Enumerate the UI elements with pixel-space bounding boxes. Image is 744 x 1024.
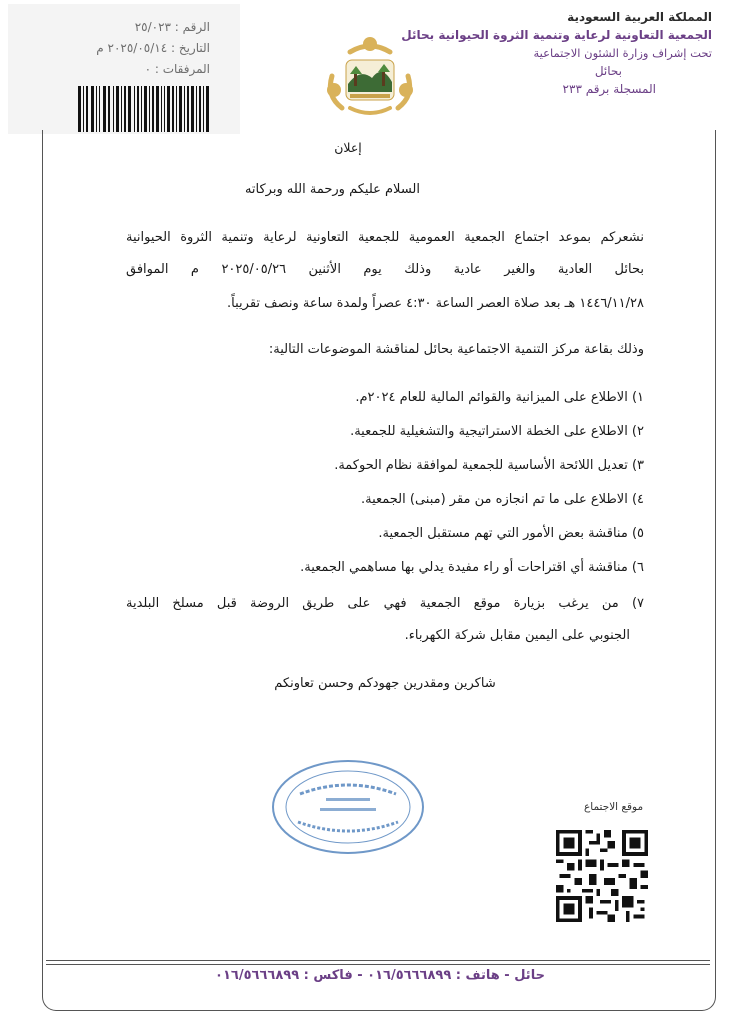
barcode bbox=[78, 86, 212, 132]
org-city: بحائل bbox=[594, 64, 622, 78]
footer-contact: حائل - هاتف : ٠١٦/٥٦٦٦٨٩٩ - فاكس : ٠١٦/٥٦٦٦٨٩٩ bbox=[215, 968, 545, 983]
qr-code[interactable] bbox=[556, 830, 648, 922]
org-registration: المسجلة برقم ٢٣٣ bbox=[562, 82, 656, 96]
agenda-item: ٧) من يرغب بزيارة موقع الجمعية فهي على طريق الروضة قبل مسلخ البلدية bbox=[126, 596, 644, 611]
organization-header bbox=[401, 8, 712, 98]
greeting: السلام عليكم ورحمة الله وبركاته bbox=[244, 182, 420, 197]
agenda-item: ٤) الاطلاع على ما تم انجازه من مقر (مبنى) الجمعية. bbox=[360, 492, 644, 507]
official-stamp bbox=[270, 758, 426, 856]
footer-divider bbox=[46, 960, 710, 961]
paragraph-line: نشعركم بموعد اجتماع الجمعية العمومية للجمعية التعاونية لرعاية وتنمية الثروة الحيوانية bbox=[126, 230, 644, 245]
org-name: الجمعية التعاونية لرعاية وتنمية الثروة الحيوانية بحائل bbox=[401, 28, 712, 42]
paragraph-line: ١٤٤٦/١١/٢٨ هـ بعد صلاة العصر الساعة ٤:٣٠ عصراً ولمدة ساعة ونصف تقريباً. bbox=[227, 296, 644, 311]
reference-box bbox=[8, 4, 240, 134]
agenda-item: ٣) تعديل اللائحة الأساسية للجمعية لموافقة نظام الحوكمة. bbox=[334, 458, 644, 473]
qr-label: موقع الاجتماع bbox=[584, 801, 644, 813]
agenda-item-continuation: الجنوبي على اليمين مقابل شركة الكهرباء. bbox=[404, 628, 630, 643]
closing-text: شاكرين ومقدرين جهودكم وحسن تعاونكم bbox=[274, 676, 496, 691]
announcement-title: إعلان bbox=[334, 140, 362, 155]
agenda-item: ٥) مناقشة بعض الأمور التي تهم مستقبل الجمعية. bbox=[378, 526, 644, 541]
agenda-item: ٦) مناقشة أي اقتراحات أو راء مفيدة يدلي بها مساهمي الجمعية. bbox=[300, 560, 644, 575]
agenda-item: ٢) الاطلاع على الخطة الاستراتيجية والتشغيلية للجمعية. bbox=[350, 424, 644, 439]
ref-attachments: المرفقات : ٠ bbox=[144, 62, 210, 76]
association-logo bbox=[320, 34, 420, 118]
agenda-item: ١) الاطلاع على الميزانية والقوائم المالية للعام ٢٠٢٤م. bbox=[355, 390, 644, 405]
ref-date: التاريخ : ٢٠٢٥/٠٥/١٤ م bbox=[96, 41, 210, 55]
paragraph-line: بحائل العادية والغير عادية وذلك يوم الأثنين ٢٠٢٥/٠٥/٢٦ م الموافق bbox=[126, 262, 644, 277]
org-country: المملكة العربية السعودية bbox=[567, 10, 712, 24]
ref-number: الرقم : ٢٥/٠٢٣ bbox=[134, 20, 210, 34]
org-supervision: تحت إشراف وزارة الشئون الاجتماعية bbox=[533, 46, 712, 60]
footer-divider bbox=[46, 964, 710, 965]
venue-text: وذلك بقاعة مركز التنمية الاجتماعية بحائل لمناقشة الموضوعات التالية: bbox=[268, 342, 644, 357]
